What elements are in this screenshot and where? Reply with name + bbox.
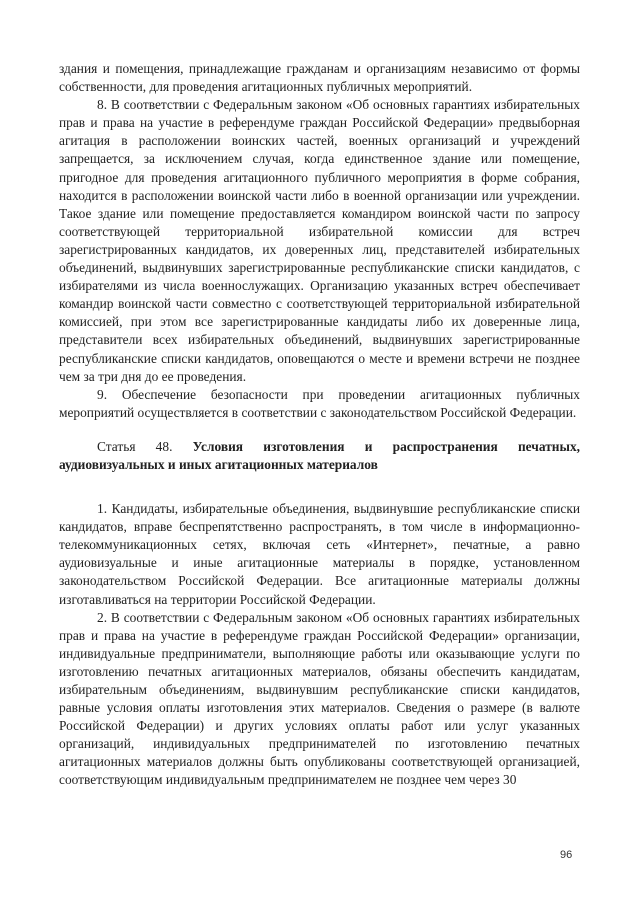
paragraph-8: 8. В соответствии с Федеральным законом «Об основных гарантиях избирательных прав и права на участие в референдуме граждан Российской Федерации» предвыборная агитация в расположении воинских частей, военных организаций и учреждений запрещается, за исключением случая, когда единственное здание или помещение, пригодное для проведения агитационного публичного мероприятия в форме собрания, находится в расположении воинской части либо в военной организации или учреждении. Такое здание или помещение предоставляется командиром воинской части по запросу соответствующей территориальной избирательной комиссии для встреч зарегистрированных кандидатов, их доверенных лиц, представителей избирательных объединений, выдвинувших зарегистрированные республиканские списки кандидатов, с избирателями из числа военнослужащих. Организацию указанных встреч обеспечивает командир воинской части совместно с соответствующей территориальной избирательной комиссией, при этом все зарегистрированные кандидаты либо их доверенные лица, представители всех избирательных объединений, выдвинувших зарегистрированные республиканские списки кандидатов, оповещаются о месте и времени встречи не позднее чем за три дня до ее проведения. (59, 97, 580, 384)
article-title: Условия изготовления и распространения печатных, аудиовизуальных и иных агитационных материалов (59, 438, 580, 472)
paragraph-9: 9. Обеспечение безопасности при проведении агитационных публичных мероприятий осуществляется в соответствии с законодательством Российской Федерации. (59, 386, 580, 420)
article-label: Статья 48. (97, 438, 173, 454)
spacer (59, 474, 580, 500)
document-page (59, 60, 580, 790)
article-heading (59, 438, 580, 474)
paragraph-2: 2. В соответствии с Федеральным законом «Об основных гарантиях избирательных прав и права на участие в референдуме граждан Российской Федерации» организации, индивидуальные предприниматели, выполняющие работы или оказывающие услуги по изготовлению печатных агитационных материалов, обязаны обеспечить кандидатам, избирательным объединениям, выдвинувшим республиканские списки кандидатов, равные условия оплаты изготовления этих материалов. Сведения о размере (в валюте Российской Федерации) и других условиях оплаты работ или услуг указанных организаций, индивидуальных предпринимателей по изготовлению печатных агитационных материалов должны быть опубликованы соответствующей организацией, соответствующим индивидуальным предпринимателем не позднее чем через 30 (59, 609, 580, 788)
page-number: 96 (560, 849, 573, 861)
paragraph-continuation: здания и помещения, принадлежащие гражданам и организациям независимо от формы собственности, для проведения агитационных публичных мероприятий. (59, 61, 580, 95)
paragraph-1: 1. Кандидаты, избирательные объединения, выдвинувшие республиканские списки кандидатов, вправе беспрепятственно распространять, в том числе в информационно-телекоммуникационных сетях, включая сеть «Интернет», печатные, а равно аудиовизуальные и иные агитационные материалы в порядке, установленном законодательством Российской Федерации. Все агитационные материалы должны изготавливаться на территории Российской Федерации. (59, 501, 580, 607)
